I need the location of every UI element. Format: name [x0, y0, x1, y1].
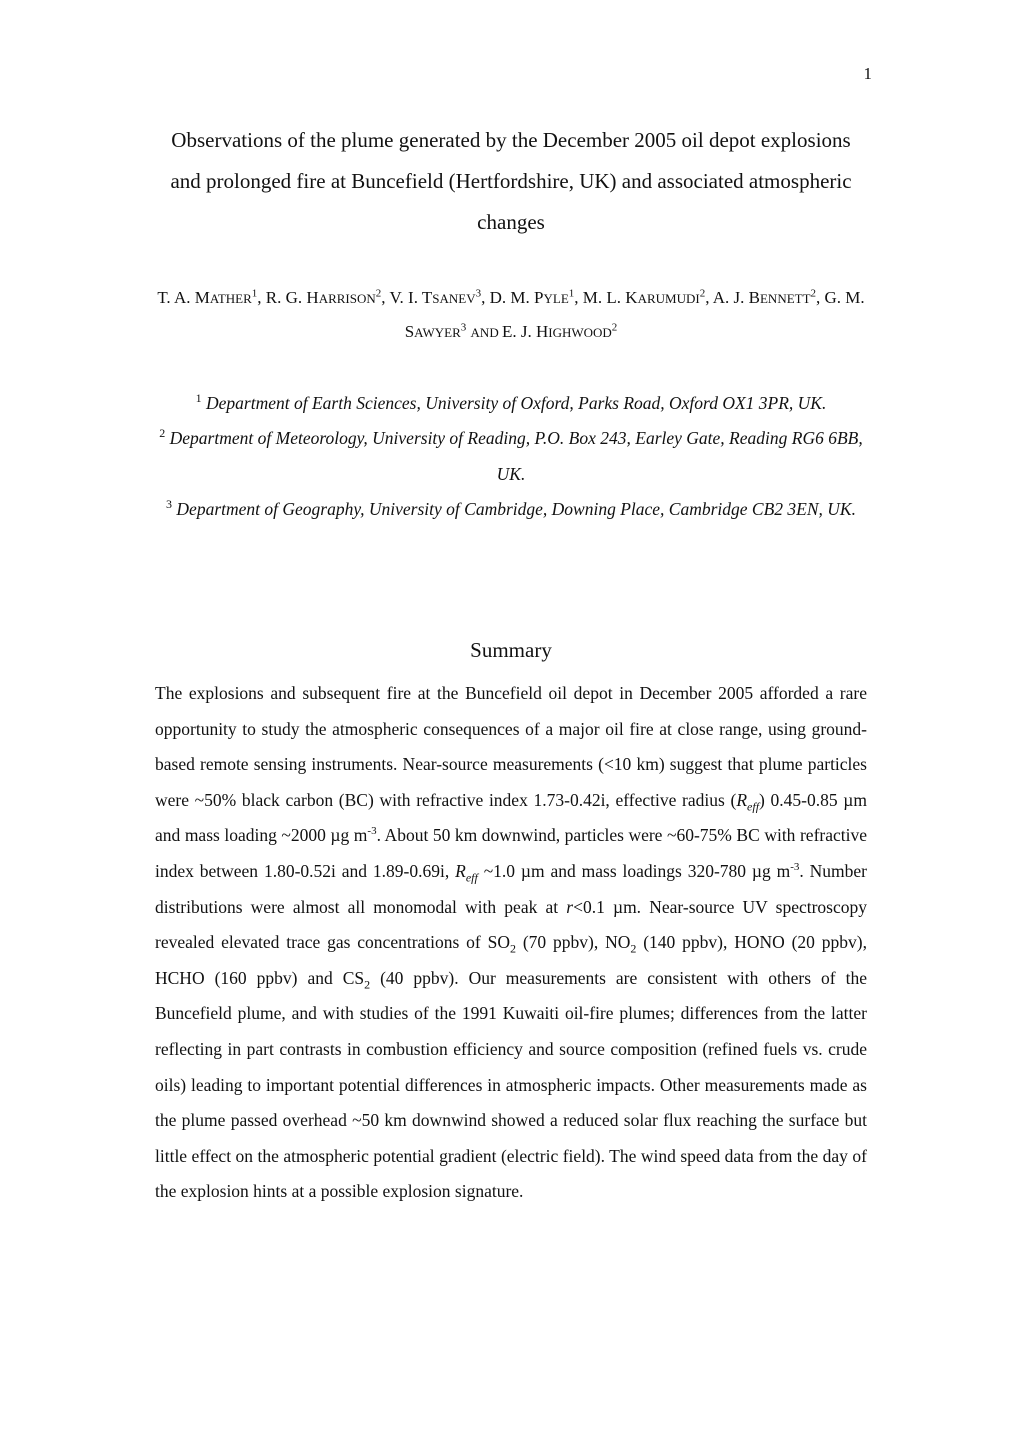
- author: R. G. HARRISON$^2$: [265, 287, 382, 307]
- author: E. J. HIGHWOOD$^2$: [501, 321, 618, 341]
- author: T. A. MATHER$^1$: [157, 287, 258, 307]
- affiliation: $^1$ Department of Earth Sciences, University of Oxford, Parks Road, Oxford OX1 3PR, UK.: [195, 391, 827, 413]
- summary-paragraph: The explosions and subsequent fire at the Buncefield oil depot in December 2005 afforded a rare opportunity to study the atmospheric consequences of a major oil fire at close range, using ground-based remote sensing instruments. Near-source measurements (<10 km) suggest that plume particles were ~50% black carbon (BC) with refractive index 1.73-0.42i, effective radius $(R_{eff})$ 0.45-0.85 µm and mass loading ~2000 µg $m^{-3}$. About 50 km downwind, particles were ~60-75% BC with refractive index between 1.80-0.52i and 1.89-0.69i, $R_{eff}$ ~1.0 µm and mass loadings 320-780 µg $m^{-3}$. Number distributions were almost all monomodal with peak at r<0.1 µm. Near-source UV spectroscopy revealed elevated trace gas concentrations of $SO_2$ (70 ppbv), $NO_2$ (140 ppbv), HONO (20 ppbv), HCHO (160 ppbv) and $CS_2$ (40 ppbv). Our measurements are consistent with others of the Buncefield plume, and with studies of the 1991 Kuwaiti oil-fire plumes; differences from the latter reflecting in part contrasts in combustion efficiency and source composition (refined fuels vs. crude oils) leading to important potential differences in atmospheric impacts. Other measurements made as the plume passed overhead ~50 km downwind showed a reduced solar flux reaching the surface but little effect on the atmospheric potential gradient (electric field). The wind speed data from the day of the explosion hints at a possible explosion signature.: [155, 683, 868, 1202]
- affiliation: $^2$ Department of Meteorology, University of Reading, P.O. Box 243, Earley Gate, Reading RG6 6BB, UK.: [159, 426, 863, 484]
- author-and: AND: [470, 325, 502, 340]
- author: G. M. SAWYER$^3$: [404, 288, 865, 341]
- paper-title: Observations of the plume generated by the December 2005 oil depot explosions and prolonged fire at Buncefield (Hertfordshire, UK) and associated atmospheric changes: [170, 128, 852, 234]
- author-list: T. A. MATHER$^1$, R. G. HARRISON$^2$, V. I. TSANEV$^3$, D. M. PYLE$^1$, M. L. KARUMUDI$^2$, A. J. BENNETT$^2$, G. M. SAWYER$^3$ AND E. J. HIGHWOOD$^2$: [157, 287, 865, 341]
- affiliation-list: [155, 386, 867, 528]
- author: M. L. KARUMUDI$^2$: [582, 287, 706, 307]
- affiliation: $^3$ Department of Geography, University of Cambridge, Downing Place, Cambridge CB2 3EN, UK.: [166, 497, 856, 520]
- author: V. I. TSANEV$^3$: [389, 287, 482, 307]
- author: D. M. PYLE$^1$: [489, 287, 575, 307]
- author: A. J. BENNETT$^2$: [712, 287, 817, 307]
- summary-heading: Summary: [470, 638, 552, 662]
- page-number: 1: [863, 64, 872, 83]
